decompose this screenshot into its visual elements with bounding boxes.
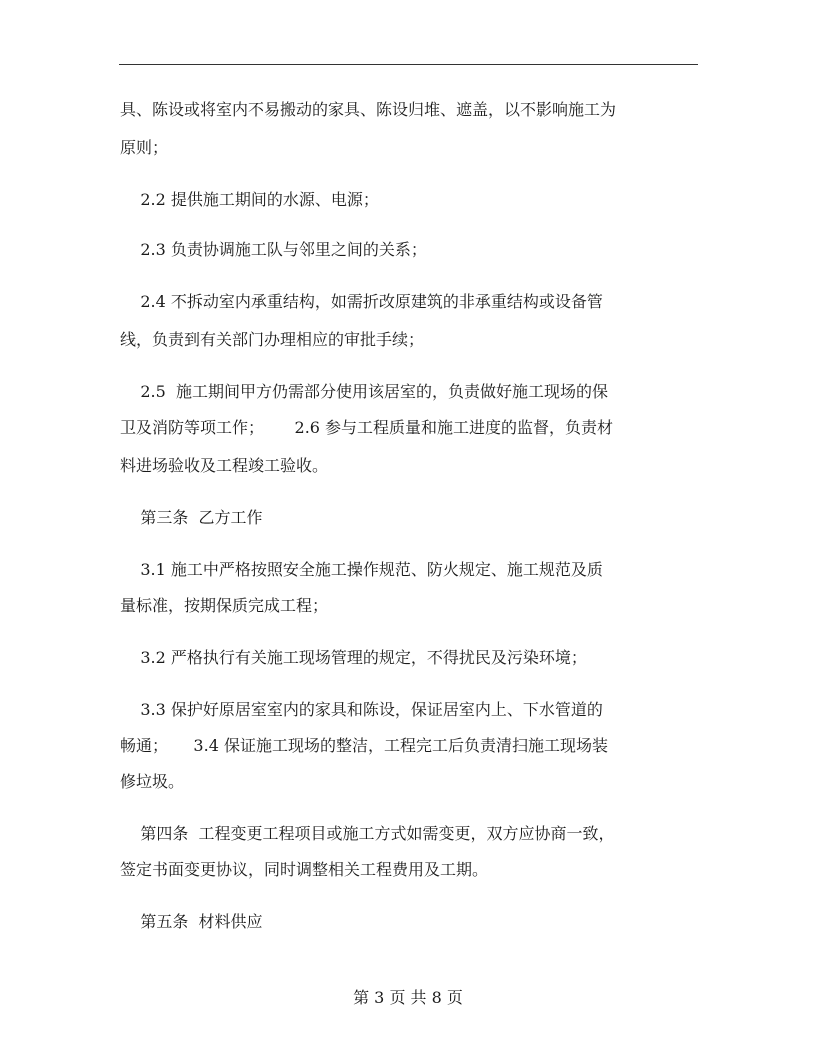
- section-heading: 第三条 乙方工作: [120, 508, 263, 527]
- text-line: 2.4 不拆动室内承重结构，如需折改原建筑的非承重结构或设备管: [120, 292, 603, 311]
- text-line: 原则；: [120, 138, 169, 157]
- text-line: 2.3 负责协调施工队与邻里之间的关系；: [120, 240, 427, 259]
- text-line: 2.2 提供施工期间的水源、电源；: [120, 190, 379, 209]
- page-number: 第 3 页 共 8 页: [353, 988, 463, 1007]
- section-heading: 第四条 工程变更工程项目或施工方式如需变更，双方应协商一致，: [120, 824, 615, 843]
- text-line: 量标准，按期保质完成工程；: [120, 596, 329, 615]
- text-line: 2.5 施工期间甲方仍需部分使用该居室的，负责做好施工现场的保: [120, 382, 608, 401]
- text-line: 具、陈设或将室内不易搬动的家具、陈设归堆、遮盖，以不影响施工为: [120, 100, 617, 119]
- text-line: 料进场验收及工程竣工验收。: [120, 456, 329, 475]
- text-line: 畅通； 3.4 保证施工现场的整洁，工程完工后负责清扫施工现场装: [120, 736, 608, 755]
- text-line: 线，负责到有关部门办理相应的审批手续；: [120, 330, 425, 349]
- section-heading: 第五条 材料供应: [120, 912, 263, 931]
- text-line: 3.3 保护好原居室室内的家具和陈设，保证居室内上、下水管道的: [120, 700, 603, 719]
- header-rule: [119, 64, 698, 65]
- text-line: 修垃圾。: [120, 772, 185, 791]
- text-line: 3.1 施工中严格按照安全施工操作规范、防火规定、施工规范及质: [120, 560, 603, 579]
- text-line: 3.2 严格执行有关施工现场管理的规定，不得扰民及污染环境；: [120, 648, 587, 667]
- text-line: 签定书面变更协议，同时调整相关工程费用及工期。: [120, 860, 489, 879]
- text-line: 卫及消防等项工作； 2.6 参与工程质量和施工进度的监督，负责材: [120, 418, 614, 437]
